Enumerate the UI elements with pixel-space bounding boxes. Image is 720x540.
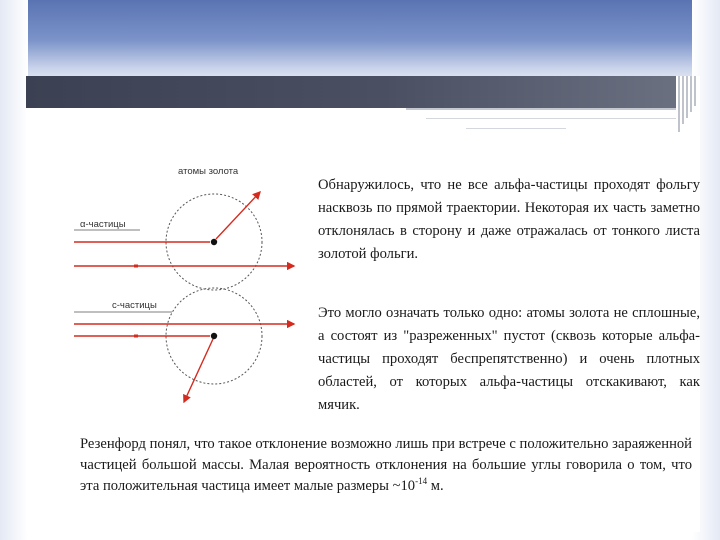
label-alpha-particles-top: α-частицы — [80, 219, 126, 230]
slide — [26, 76, 700, 532]
paragraph-observation: Обнаружилось, что не все альфа-частицы проходят фольгу насквозь по прямой траектории. Некоторая их часть заметно отклонялась в сторону и даже отражалась от тонкого листа золотой фольги. — [318, 177, 700, 262]
paragraph-rutherford-main: Резенфорд понял, что такое отклонение возможно лишь при встрече с положительно зараяженной частицей большой массы. Малая вероятность отклонения на большие углы говорила о том, что эта положительная частица имеет малые размеры ~10 — [80, 436, 692, 494]
ray-top-deflected — [216, 192, 260, 239]
paragraph-conclusion: Это могло означать только одно: атомы золота не сплошные, а состоят из "разреженных" пустот (сквозь которые альфа-частицы проходят беспрепятственно) и очень плотных областей, от которых альфа-частицы отскакивают, как мячик. — [318, 305, 700, 413]
exponent: -14 — [415, 476, 428, 486]
nucleus-bottom — [211, 333, 217, 339]
nucleus-top — [211, 239, 217, 245]
title-bar — [26, 76, 676, 108]
scattering-diagram — [72, 162, 318, 416]
left-background-shade — [0, 0, 28, 540]
label-gold-atoms: атомы золота — [178, 166, 239, 177]
label-alpha-particles-bottom: с-частицы — [112, 300, 157, 311]
paragraph-rutherford-end: м. — [427, 478, 444, 494]
paragraph-rutherford — [80, 434, 692, 497]
title-bar-decoration — [676, 76, 700, 132]
ray-bottom-deflected — [184, 339, 213, 402]
